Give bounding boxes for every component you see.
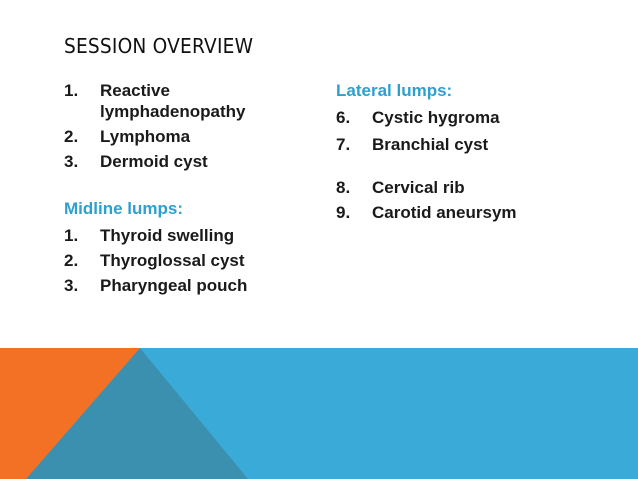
item-number: 1. [64,81,79,100]
item-number: 2. [64,127,79,146]
item-text: Branchial cyst [372,135,489,154]
right-column [336,80,616,223]
item-number: 2. [64,251,79,270]
list-item [64,126,314,147]
list-item [64,151,314,172]
item-text: Reactive lymphadenopathy [100,81,246,121]
list-item [336,177,616,198]
slide-title: SESSION OVERVIEW [64,34,254,58]
item-text: Pharyngeal pouch [100,276,248,295]
left-column [64,80,314,296]
item-text: Thyroid swelling [100,226,235,245]
list-item [64,275,314,296]
list-item [64,250,314,271]
lateral-heading: Lateral lumps: [336,81,453,100]
item-text: Dermoid cyst [100,152,208,171]
item-text: Carotid aneursym [372,203,517,222]
list-item [64,225,314,246]
list-item [336,134,616,155]
decorative-band [0,348,638,479]
item-text: Cervical rib [372,178,465,197]
item-text: Lymphoma [100,127,191,146]
item-number: 6. [336,108,351,127]
list-item [336,202,616,223]
list-item [64,80,314,122]
list-item [336,107,616,128]
item-number: 8. [336,178,351,197]
item-number: 9. [336,203,351,222]
midline-heading: Midline lumps: [64,199,183,218]
item-number: 3. [64,152,79,171]
item-number: 3. [64,276,79,295]
item-number: 7. [336,135,351,154]
item-text: Cystic hygroma [372,108,500,127]
item-number: 1. [64,226,79,245]
item-text: Thyroglossal cyst [100,251,245,270]
